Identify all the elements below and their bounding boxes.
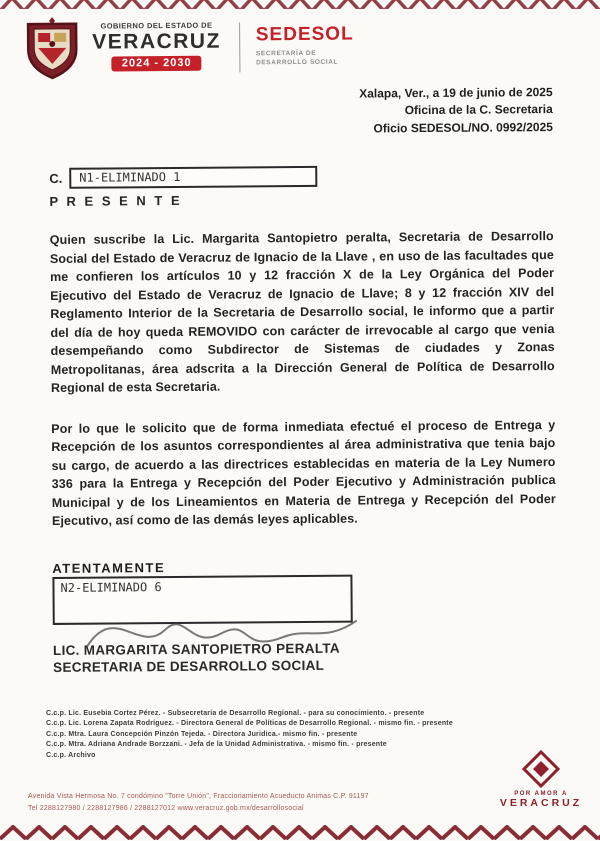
decorative-zigzag-bottom-border xyxy=(0,825,600,840)
stepped-diamond-icon xyxy=(521,749,561,789)
office-line: Oficina de la C. Secretaria xyxy=(404,102,553,118)
closing-salutation: ATENTAMENTE xyxy=(52,559,166,576)
state-name: VERACRUZ xyxy=(92,29,221,54)
oficio-number-line: Oficio SEDESOL/NO. 0992/2025 xyxy=(373,119,553,136)
ccp-line: C.c.p. Archivo xyxy=(46,751,96,759)
agency-acronym: SEDESOL xyxy=(255,23,354,46)
place-date-line: Xalapa, Ver., a 19 de junio de 2025 xyxy=(359,85,553,101)
letter-meta xyxy=(0,78,599,141)
slogan-top: POR AMOR A xyxy=(514,791,568,797)
ccp-line: C.c.p. Lic. Lorena Zapata Rodríguez. - Directora General de Políticas de Desarrollo Regional. - mismo fin. - presente xyxy=(46,720,453,727)
body-paragraph-2: Por lo que le solicito que de forma inmediata efectué el proceso de Entrega y Recepción de los asuntos correspondientes al área administrativa que tenia bajo su cargo, de acuerdo a las directrices establecidas en materia de la Ley Numero 336 para la Entrega y Recepción del Poder Ejecutivo y Administración publica Municipal y de los Lineamientos en Materia de Entrega y Recepción del Poder Ejecutivo, así como de las demás leyes aplicables. xyxy=(51,417,556,529)
header-divider xyxy=(239,22,240,72)
agency-full-name: SECRETARÍA DE DESARROLLO SOCIAL xyxy=(255,49,339,67)
footer-address-block xyxy=(28,791,369,815)
recipient-block xyxy=(0,136,600,210)
government-wordmark xyxy=(92,15,221,72)
ccp-list xyxy=(46,709,453,762)
phones-line: Tel 2288127980 / 2288127986 / 2288127012 www.veracruz.gob.mx/desarrollosocial xyxy=(28,805,304,813)
address-line: Avenida Vista Hermosa No. 7 condómino "Torre Unión", Fraccionamiento Acueducto Animas C.P. 91197 xyxy=(28,793,369,801)
body-paragraph-1: Quien suscribe la Lic. Margarita Santopietro peralta, Secretaria de Desarrollo Social del Estado de Veracruz de Ignacio de la Llave , en uso de las facultades que me confieren los artículos 10 y 12 fracción X de la Ley Orgánica del Poder Ejecutivo del Estado de Veracruz de Ignacio de Llave; 8 y 12 fracción XIV del Reglamento Interior de la Secretaria de Desarrollo social, le informo que a partir del día de hoy queda REMOVIDO con carácter de irrevocable al cargo que venia desempeñando como Subdirector de Sistemas de ciudades y Zonas Metropolitanas, área adscrita a la Dirección General de Política de Desarrollo Regional de esta Secretaria. xyxy=(49,229,555,396)
letterhead xyxy=(0,0,599,82)
slogan-bottom: VERACRUZ xyxy=(499,797,583,809)
veracruz-coat-of-arms-icon xyxy=(22,16,83,82)
government-line: GOBIERNO DEL ESTADO DE xyxy=(100,20,213,31)
redacted-signature-area: N2-ELIMINADO 6 xyxy=(52,574,352,624)
redacted-recipient-name: N1-ELIMINADO 1 xyxy=(69,166,317,189)
agency-wordmark xyxy=(256,13,368,67)
por-amor-a-veracruz-logo xyxy=(498,749,584,809)
recipient-line xyxy=(49,164,553,189)
administration-period-badge: 2024 - 2030 xyxy=(112,56,202,72)
signatory-name: LIC. MARGARITA SANTOPIETRO PERALTA xyxy=(52,640,340,658)
ccp-line: C.c.p. Mtra. Laura Concepción Pinzón Tejeda. - Directora Juridica.- mismo fin. - presente xyxy=(46,730,358,738)
recipient-prefix: C. xyxy=(49,171,63,187)
ccp-line: C.c.p. Mtra. Adriana Andrade Borzzani. - Jefa de la Unidad Administrativa. - mismo fin. - presente xyxy=(46,741,387,748)
ccp-line: C.c.p. Lic. Eusebia Cortez Pérez. - Subsecretaria de Desarrollo Regional. - para su conocimiento. - presente xyxy=(46,709,425,717)
signature-block xyxy=(2,556,600,675)
signatory-title: SECRETARIA DE DESARROLLO SOCIAL xyxy=(53,657,325,675)
presente-line: P R E S E N T E xyxy=(49,193,183,210)
